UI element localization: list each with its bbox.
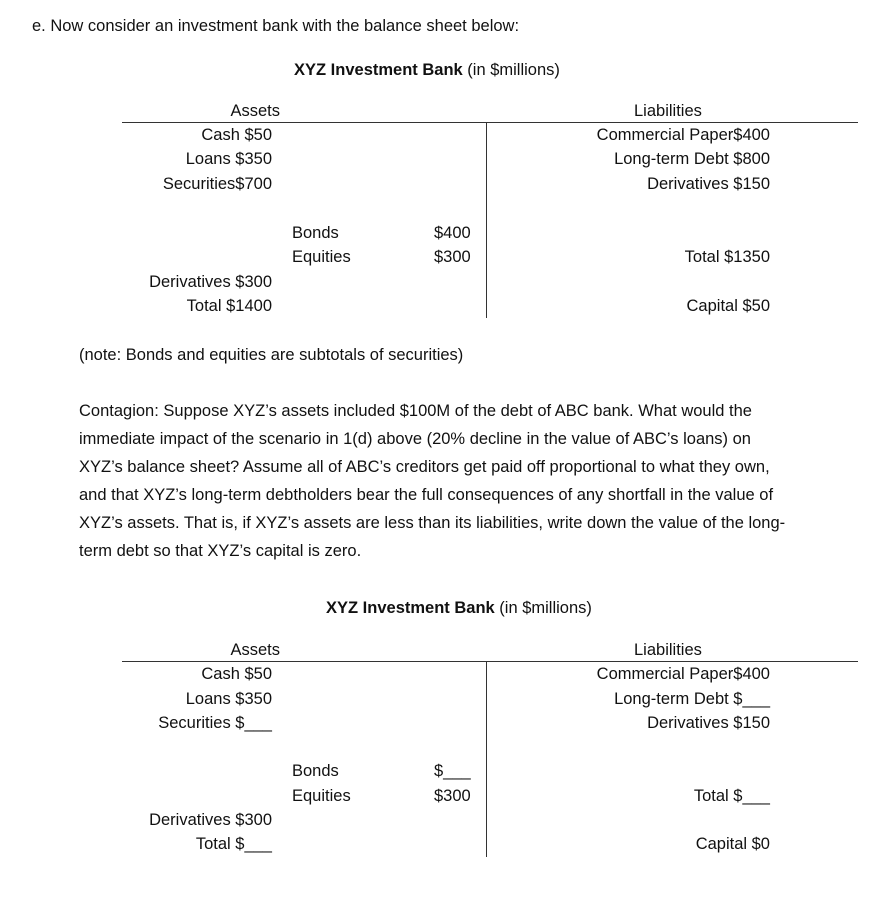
intro-text: e. Now consider an investment bank with the balance sheet below:: [32, 17, 520, 35]
sheet2-assets-header: Assets: [230, 641, 280, 659]
sheet2-equities-label: Equities: [292, 787, 351, 805]
sheet2-t-account-horizontal-rule: [122, 661, 858, 662]
sheet1-loans: Loans $350: [185, 150, 272, 168]
sheet2-loans: Loans $350: [185, 690, 272, 708]
sheet1-t-account-vertical-rule: [486, 122, 487, 318]
contagion-line: immediate impact of the scenario in 1(d) above (20% decline in the value of ABC’s loans) on: [79, 430, 751, 448]
sheet1-equities-value: $300: [434, 248, 471, 266]
sheet1-long-term-debt: Long-term Debt $800: [614, 150, 770, 168]
sheet2-total-liabilities: Total $___: [693, 787, 770, 805]
sheet2-bonds-value: $___: [434, 762, 471, 780]
sheet1-liabilities-header: Liabilities: [634, 102, 702, 120]
sheet1-derivatives-liabilities: Derivatives $150: [647, 175, 770, 193]
sheet2-title-bold: XYZ Investment Bank: [326, 599, 495, 617]
contagion-line: term debt so that XYZ’s capital is zero.: [79, 542, 362, 560]
sheet2-total-assets: Total $___: [195, 835, 272, 853]
sheet1-capital: Capital $50: [686, 297, 770, 315]
sheet2-equities-value: $300: [434, 787, 471, 805]
sheet1-bonds-label: Bonds: [292, 224, 339, 242]
sheet1-derivatives-assets: Derivatives $300: [149, 273, 272, 291]
sheet2-bonds-label: Bonds: [292, 762, 339, 780]
sheet1-total-liabilities: Total $1350: [684, 248, 770, 266]
sheet2-derivatives-assets: Derivatives $300: [149, 811, 272, 829]
contagion-line: XYZ’s assets. That is, if XYZ’s assets are less than its liabilities, write down the value of the long-: [79, 514, 786, 532]
sheet2-t-account-vertical-rule: [486, 661, 487, 857]
sheet2-long-term-debt: Long-term Debt $___: [614, 690, 770, 708]
sheet2-commercial-paper: Commercial Paper$400: [596, 665, 770, 683]
sheet2-title-rest: (in $millions): [494, 599, 592, 617]
contagion-line: XYZ’s balance sheet? Assume all of ABC’s creditors get paid off proportional to what they own,: [79, 458, 770, 476]
sheet1-bonds-value: $400: [434, 224, 471, 242]
sheet1-total-assets: Total $1400: [186, 297, 272, 315]
contagion-line: Contagion: Suppose XYZ’s assets included $100M of the debt of ABC bank. What would the: [79, 402, 752, 420]
sheet2-securities: Securities $___: [158, 714, 272, 732]
sheet2-title: [326, 598, 592, 618]
sheet1-commercial-paper: Commercial Paper$400: [596, 126, 770, 144]
sheet2-derivatives-liabilities: Derivatives $150: [647, 714, 770, 732]
sheet1-assets-header: Assets: [230, 102, 280, 120]
sheet1-cash: Cash $50: [201, 126, 272, 144]
sheet1-title-rest: (in $millions): [462, 61, 560, 79]
sheet1-t-account-horizontal-rule: [122, 122, 858, 123]
sheet2-cash: Cash $50: [201, 665, 272, 683]
contagion-paragraph: [79, 397, 859, 565]
note-text: (note: Bonds and equities are subtotals of securities): [79, 346, 464, 364]
contagion-line: and that XYZ’s long-term debtholders bear the full consequences of any shortfall in the value of: [79, 486, 774, 504]
sheet1-securities: Securities$700: [162, 175, 272, 193]
sheet1-title: [294, 60, 560, 80]
sheet2-capital: Capital $0: [695, 835, 770, 853]
sheet2-liabilities-header: Liabilities: [634, 641, 702, 659]
sheet1-equities-label: Equities: [292, 248, 351, 266]
sheet1-title-bold: XYZ Investment Bank: [294, 61, 463, 79]
